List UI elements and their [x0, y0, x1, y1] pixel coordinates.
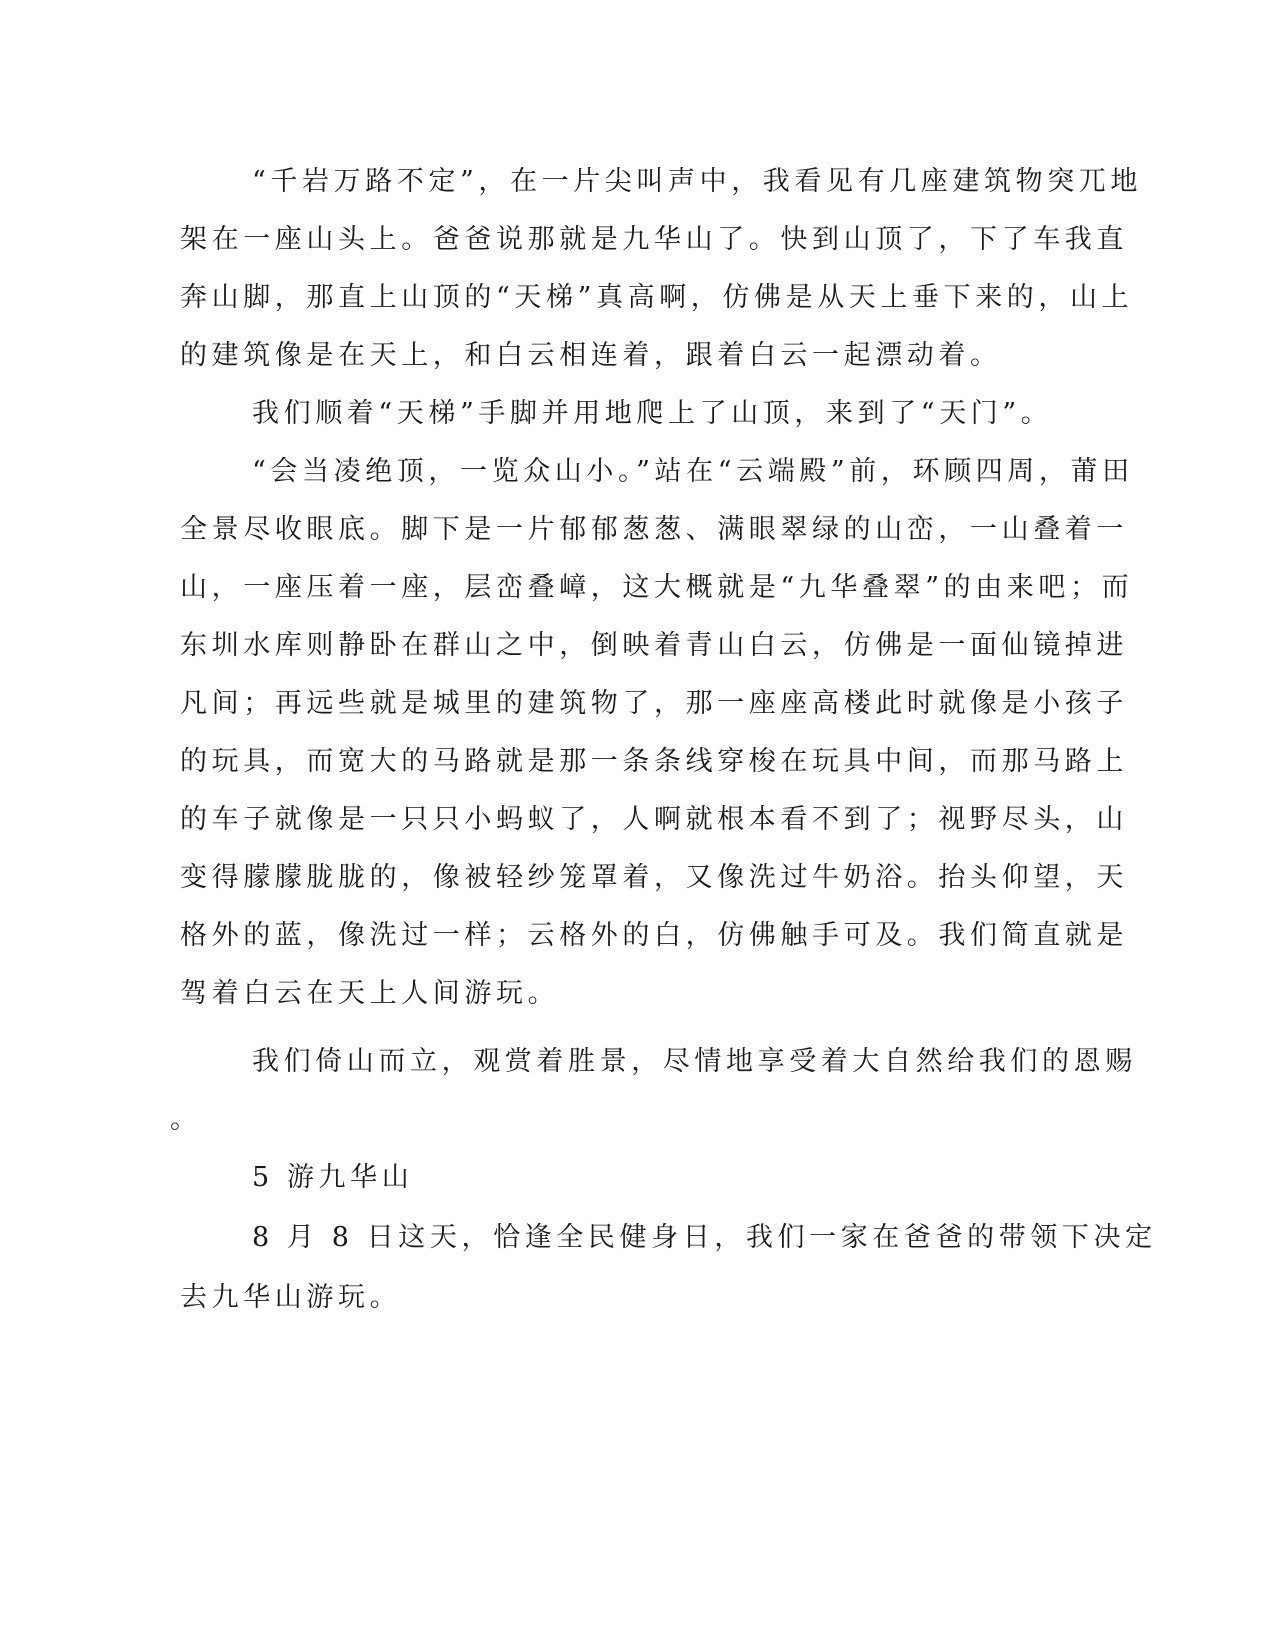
text-line: 架在一座山头上。爸爸说那就是九华山了。快到山顶了，下了车我直 — [180, 224, 1128, 255]
text-line: 我们倚山而立，观赏着胜景，尽情地享受着大自然给我们的恩赐 — [252, 1046, 1137, 1077]
text-line: 的车子就像是一只只小蚂蚁了，人啊就根本看不到了；视野尽头，山 — [180, 804, 1128, 835]
text-line: 格外的蓝，像洗过一样；云格外的白，仿佛触手可及。我们简直就是 — [180, 920, 1128, 951]
text-line: 东圳水库则静卧在群山之中，倒映着青山白云，仿佛是一面仙镜掉进 — [180, 630, 1128, 661]
text-line: 山，一座压着一座，层峦叠嶂，这大概就是“九华叠翠”的由来吧；而 — [180, 572, 1134, 603]
text-line: 凡间；再远些就是城里的建筑物了，那一座座高楼此时就像是小孩子 — [180, 688, 1128, 719]
text-line: 的玩具，而宽大的马路就是那一条条线穿梭在玩具中间，而那马路上 — [180, 746, 1128, 777]
text-line: 变得朦朦胧胧的，像被轻纱笼罩着，又像洗过牛奶浴。抬头仰望，天 — [180, 862, 1128, 893]
text-line: 8 月 8 日这天，恰逢全民健身日，我们一家在爸爸的带领下决定 — [252, 1222, 1157, 1253]
text-line: 。 — [170, 1104, 202, 1135]
text-line: 全景尽收眼底。脚下是一片郁郁葱葱、满眼翠绿的山峦，一山叠着一 — [180, 514, 1128, 545]
text-line: 我们顺着“天梯”手脚并用地爬上了山顶，来到了“天门”。 — [252, 398, 1053, 429]
text-line: 驾着白云在天上人间游玩。 — [180, 978, 560, 1009]
text-line: 的建筑像是在天上，和白云相连着，跟着白云一起漂动着。 — [180, 340, 1002, 371]
text-line: 去九华山游玩。 — [180, 1282, 402, 1313]
text-line: “会当凌绝顶，一览众山小。”站在“云端殿”前，环顾四周，莆田 — [252, 456, 1134, 487]
text-line: 奔山脚，那直上山顶的“天梯”真高啊，仿佛是从天上垂下来的，山上 — [180, 282, 1134, 313]
section-heading: 5 游九华山 — [252, 1162, 414, 1193]
text-line: “千岩万路不定”，在一片尖叫声中，我看见有几座建筑物突兀地 — [252, 166, 1143, 197]
